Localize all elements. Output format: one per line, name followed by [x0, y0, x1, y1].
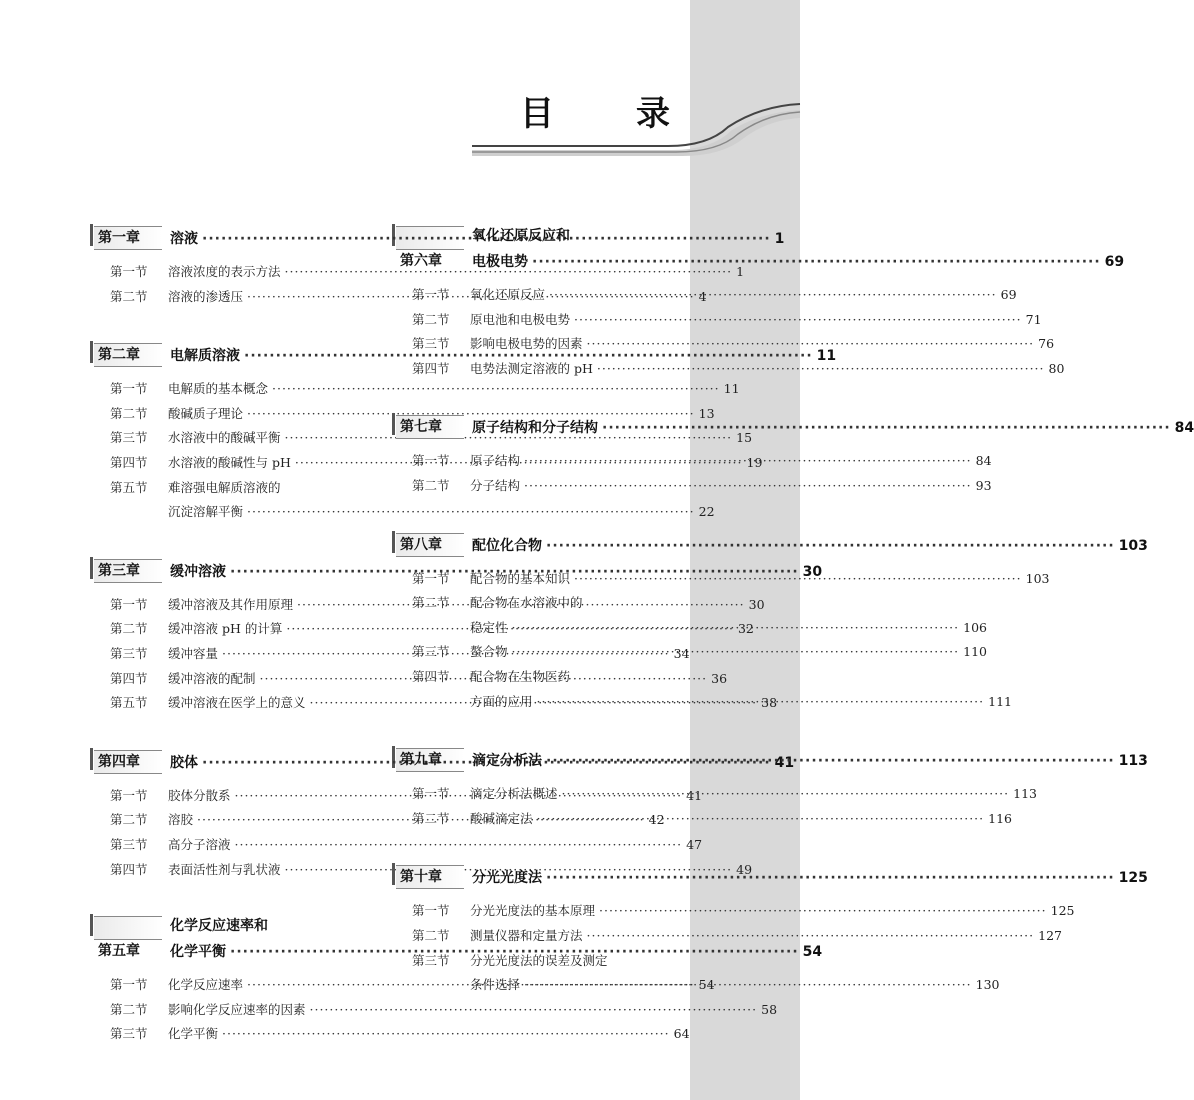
- chapter-title: [472, 414, 1194, 439]
- chapter-title: [170, 342, 836, 367]
- leader-dots: [524, 973, 972, 998]
- section-label: 第二节: [110, 405, 148, 421]
- chapter-title-line-page: 113: [1118, 753, 1148, 770]
- section-label: 第三节: [110, 430, 148, 446]
- leader-dots: [244, 348, 813, 364]
- section-label: 第一节: [412, 786, 450, 802]
- section-title-line-text: 沉淀溶解平衡: [168, 504, 244, 520]
- chapter-label: 第四章: [98, 753, 140, 770]
- chapter-bar-decoration: [392, 531, 395, 553]
- chapter-title: [472, 222, 1124, 273]
- section-title-line-text: 测量仪器和定量方法: [470, 927, 583, 943]
- section-title-line-text: 原电池和电极电势: [470, 311, 571, 327]
- chapter-title-line: [472, 864, 1148, 889]
- leader-dots: [230, 944, 799, 960]
- toc-section[interactable]: [392, 474, 992, 499]
- section-title-line-page: 103: [1025, 570, 1050, 586]
- section-title-line-text: 滴定分析法概述: [470, 786, 558, 802]
- section-title-line-page: 64: [673, 1026, 690, 1042]
- section-label: 第二节: [110, 812, 148, 828]
- section-title-line-page: 80: [1048, 360, 1065, 376]
- chapter-gap: [90, 525, 374, 555]
- section-label: 第五节: [110, 479, 148, 495]
- section-label: 第三节: [412, 952, 450, 968]
- section-title-line-text: 酸碱质子理论: [168, 405, 244, 421]
- section-title-line-page: 11: [723, 381, 740, 397]
- leader-dots: [546, 538, 1115, 554]
- section-label: 第二节: [412, 477, 450, 493]
- toc-section[interactable]: [392, 807, 1012, 832]
- chapter-label: 第九章: [400, 752, 442, 769]
- section-title-line: [168, 833, 703, 858]
- section-title-line-text: 缓冲容量: [168, 645, 219, 661]
- section-title-line-page: 22: [698, 504, 715, 520]
- toc-section[interactable]: [392, 308, 1042, 333]
- section-title-line-page: 34: [673, 645, 690, 661]
- section-label: 第三节: [412, 336, 450, 352]
- section-title-line-text: 高分子溶液: [168, 836, 231, 852]
- section-title-line-page: 54: [698, 977, 715, 993]
- chapter-title-line-text: 配位化合物: [472, 537, 542, 554]
- chapter-title: [170, 558, 822, 583]
- chapter-title-line-text: 电解质溶液: [170, 348, 240, 365]
- section-title-line-page: 84: [975, 453, 992, 469]
- chapter-title-line-page: 11: [816, 348, 837, 365]
- chapter-bar-decoration: [90, 224, 93, 246]
- chapter-title-line-page: 103: [1118, 537, 1148, 554]
- toc-section[interactable]: [392, 283, 1017, 308]
- section-title-line-page: 69: [1000, 287, 1017, 302]
- section-title-line-page: 38: [761, 695, 778, 711]
- chapter-gap: [392, 831, 678, 861]
- chapter-label: 第五章: [98, 943, 140, 960]
- chapter-gap: [392, 381, 678, 411]
- section-title-line-text: 氧化还原反应: [470, 287, 546, 302]
- chapter-title-line-text: 滴定分析法: [472, 753, 542, 770]
- section-title-line-text: 化学平衡: [168, 1026, 219, 1042]
- chapter-title-line: [170, 937, 822, 963]
- chapter-label: 第一章: [98, 230, 140, 246]
- chapter-title: [472, 747, 1148, 772]
- section-label: 第二节: [412, 595, 450, 611]
- section-title-line-text: 配合物在水溶液中的: [470, 595, 583, 611]
- section-label: 第五节: [110, 695, 148, 711]
- section-title-line: [168, 377, 740, 402]
- leader-dots: [574, 308, 1022, 333]
- chapter-label: 第十章: [400, 869, 442, 886]
- section-title-line: [470, 474, 992, 499]
- section-title: [168, 1022, 690, 1047]
- section-title-line-page: 32: [737, 621, 754, 637]
- chapter-title-line-page: 125: [1118, 870, 1148, 887]
- section-label: 第四节: [412, 668, 450, 684]
- section-label: 第二节: [110, 288, 148, 304]
- toc-section[interactable]: [90, 1022, 690, 1047]
- section-title-line-page: 76: [1038, 336, 1055, 352]
- section-title-line-text: 分子结构: [470, 477, 521, 493]
- chapter-title-line-page: 1: [774, 231, 785, 247]
- section-title-line-page: 106: [963, 619, 987, 635]
- section-title-line-page: 13: [698, 405, 715, 421]
- section-title-line: [470, 308, 1042, 333]
- chapter-label: 第三章: [98, 562, 140, 579]
- section-title-line-page: 41: [686, 787, 703, 803]
- chapter-title-line-text: 分光光度法: [472, 870, 542, 887]
- chapter-label: 第六章: [400, 253, 442, 269]
- section-title-line-page: 113: [1013, 786, 1037, 802]
- chapter-label: 第二章: [98, 347, 140, 364]
- section-title-line-page: 42: [648, 812, 665, 828]
- section-title: [168, 833, 703, 858]
- section-title-line-text: 难溶强电解质溶液的: [168, 479, 281, 495]
- title-char-1: 目: [520, 94, 554, 134]
- chapter-title-line-page: 30: [802, 563, 823, 580]
- section-title-line-text: 配合物在生物医药: [470, 668, 571, 684]
- chapter-title-line: [170, 912, 822, 937]
- section-label: 第四节: [110, 454, 148, 470]
- section-title-line: [470, 283, 1017, 308]
- section-label: 第一节: [110, 596, 148, 612]
- section-label: 第一节: [110, 977, 148, 993]
- chapter-title-line-page: 41: [774, 754, 795, 771]
- chapter-title-line-text: 溶液: [170, 231, 198, 247]
- chapter-bar-decoration: [392, 863, 395, 885]
- section-title-line: [470, 591, 678, 616]
- section-title-line-page: 49: [736, 861, 753, 877]
- section-label: 第一节: [110, 381, 148, 397]
- section-label: 第四节: [412, 360, 450, 376]
- section-title-line-page: 111: [988, 693, 1012, 709]
- section-title-line-text: 条件选择: [470, 977, 521, 993]
- section-label: 第二节: [110, 1001, 148, 1017]
- chapter-title-line-text: 化学反应速率和: [170, 918, 268, 935]
- chapter-title-line-text: 胶体: [170, 754, 198, 771]
- section-title-line-page: 30: [748, 596, 765, 612]
- section-title-line-page: 110: [963, 644, 987, 660]
- section-title: [168, 402, 715, 427]
- section-title-line-text: 缓冲溶液的配制: [168, 670, 256, 686]
- section-title-line-page: 15: [736, 430, 753, 446]
- section-title-line-page: 127: [1038, 927, 1062, 943]
- section-title-line-text: 水溶液中的酸碱平衡: [168, 430, 281, 446]
- section-title-line-text: 电势法测定溶液的 pH: [470, 360, 593, 376]
- leader-dots: [549, 283, 997, 308]
- chapter-title: [472, 532, 1148, 557]
- chapter-title-line-text: 缓冲溶液: [170, 563, 226, 580]
- toc-section[interactable]: [90, 377, 740, 402]
- section-title-line-text: 原子结构: [470, 453, 521, 469]
- section-label: 第三节: [110, 645, 148, 661]
- chapter-title: [170, 912, 822, 963]
- leader-dots: [602, 420, 1171, 436]
- section-title-line-text: 水溶液的酸碱性与 pH: [168, 454, 291, 470]
- section-title-line: [168, 998, 778, 1023]
- section-title-line-text: 缓冲溶液在医学上的意义: [168, 695, 306, 711]
- section-title-line-text: 电解质的基本概念: [168, 381, 269, 397]
- chapter-gap: [392, 714, 678, 744]
- section-title: [470, 283, 1017, 308]
- section-title-line-text: 胶体分散系: [168, 787, 231, 803]
- section-label: 第一节: [110, 787, 148, 803]
- chapter-title-line: [472, 222, 1124, 247]
- chapter-gap: [392, 499, 678, 529]
- chapter-label: 第八章: [400, 536, 442, 553]
- chapter-title-line: [472, 747, 1148, 772]
- section-title-line-text: 溶液的渗透压: [168, 288, 244, 304]
- section-title-line: [168, 500, 715, 525]
- leader-dots: [537, 807, 985, 832]
- section-title-line-page: 4: [698, 288, 707, 304]
- section-title-line: [168, 476, 374, 501]
- chapter-bar-decoration: [90, 748, 93, 770]
- leader-dots: [310, 998, 758, 1023]
- section-label: 第四节: [110, 861, 148, 877]
- chapter-title-line: [170, 558, 822, 583]
- chapter-bar-decoration: [90, 341, 93, 363]
- section-title-line-page: 47: [686, 836, 703, 852]
- leader-dots: [524, 474, 972, 499]
- section-title: [470, 807, 1012, 832]
- section-title-line-text: 方面的应用: [470, 693, 533, 709]
- section-title-line: [470, 807, 1012, 832]
- title-swoosh-rule: [472, 0, 800, 160]
- chapter-bar-decoration: [90, 557, 93, 579]
- chapter-gap: [90, 716, 374, 746]
- leader-dots: [537, 690, 985, 715]
- chapter-title-line: [472, 414, 1194, 439]
- section-title-line: [470, 665, 678, 690]
- section-label: 第一节: [412, 570, 450, 586]
- section-title-line-text: 酸碱滴定法: [470, 810, 533, 826]
- section-title: [470, 474, 992, 499]
- section-title-line-text: 影响电极电势的因素: [470, 336, 583, 352]
- section-title-line-text: 配合物的基本知识: [470, 570, 571, 586]
- chapter-title-line-page: 84: [1174, 420, 1194, 437]
- section-title-line-text: 缓冲溶液 pH 的计算: [168, 621, 283, 637]
- section-label: 第三节: [412, 644, 450, 660]
- section-title-line-text: 缓冲溶液及其作用原理: [168, 596, 294, 612]
- section-label: 第二节: [412, 927, 450, 943]
- section-label: 第四节: [110, 670, 148, 686]
- toc-section[interactable]: [90, 402, 715, 427]
- section-title-line-text: 分光光度法的基本原理: [470, 903, 596, 919]
- section-label: 第一节: [412, 453, 450, 469]
- section-title-line-text: 影响化学反应速率的因素: [168, 1001, 306, 1017]
- leader-dots: [512, 640, 960, 665]
- section-title-line-page: 130: [975, 977, 1000, 993]
- leader-dots: [546, 753, 1115, 769]
- section-title-line-text: 稳定性: [470, 619, 508, 635]
- chapter-gap: [90, 882, 374, 912]
- chapter-bar-decoration: [90, 914, 93, 936]
- chapter-gap: [90, 309, 374, 339]
- chapter-title-line-text: 氧化还原反应和: [472, 228, 570, 244]
- leader-dots: [562, 782, 1010, 807]
- section-title: [168, 998, 778, 1023]
- section-label: 第一节: [412, 287, 450, 302]
- leader-dots: [524, 449, 972, 474]
- section-title-line-text: 化学反应速率: [168, 977, 244, 993]
- chapter-title-line-page: 54: [802, 944, 823, 961]
- section-title-line-page: 125: [1050, 903, 1075, 919]
- chapter-title-line: [472, 532, 1148, 557]
- section-title-line-page: 1: [736, 264, 745, 279]
- section-label: 第二节: [110, 621, 148, 637]
- section-title: [470, 308, 1042, 333]
- section-title-line-page: 58: [761, 1001, 778, 1017]
- section-label: 第一节: [110, 264, 148, 279]
- leader-dots: [532, 254, 1101, 270]
- chapter-title: [472, 864, 1148, 889]
- section-title-line-page: 93: [975, 477, 992, 493]
- leader-dots: [222, 1022, 670, 1047]
- section-title-line-page: 71: [1025, 311, 1042, 327]
- section-label: 第二节: [412, 810, 450, 826]
- chapter-label: 第七章: [400, 419, 442, 436]
- title-char-2: 录: [636, 94, 670, 134]
- chapter-heading: [392, 529, 1148, 557]
- section-label: 第三节: [110, 1026, 148, 1042]
- chapter-title-line-page: 69: [1104, 254, 1125, 270]
- chapter-title-line: [170, 342, 836, 367]
- chapter-title-line-text: 原子结构和分子结构: [472, 420, 598, 437]
- section-title-line-text: 螯合物: [470, 644, 508, 660]
- section-title-line-text: 溶胶: [168, 812, 194, 828]
- section-label: 第一节: [412, 903, 450, 919]
- leader-dots: [546, 870, 1115, 886]
- section-title-line: [168, 402, 715, 427]
- section-label: 第二节: [412, 311, 450, 327]
- section-title-line-text: 溶液浓度的表示方法: [168, 264, 281, 279]
- section-label: 第三节: [110, 836, 148, 852]
- chapter-bar-decoration: [392, 413, 395, 435]
- section-title-line-page: 116: [988, 810, 1012, 826]
- section-title-line-page: 19: [746, 454, 763, 470]
- chapter-title-line: [472, 247, 1124, 273]
- toc-section[interactable]: [90, 833, 703, 858]
- leader-dots: [230, 564, 799, 580]
- chapter-title-line-text: 化学平衡: [170, 944, 226, 961]
- toc-section[interactable]: [90, 998, 778, 1023]
- section-title-line-page: 36: [711, 670, 728, 686]
- section-title-line-text: 表面活性剂与乳状液: [168, 861, 281, 877]
- page-title: [520, 86, 670, 135]
- section-title: [168, 377, 740, 402]
- chapter-title-line-text: 电极电势: [472, 254, 528, 270]
- section-title-line-text: 分光光度法的误差及测定: [470, 952, 608, 968]
- section-title-line: [168, 1022, 690, 1047]
- leader-dots: [512, 616, 960, 641]
